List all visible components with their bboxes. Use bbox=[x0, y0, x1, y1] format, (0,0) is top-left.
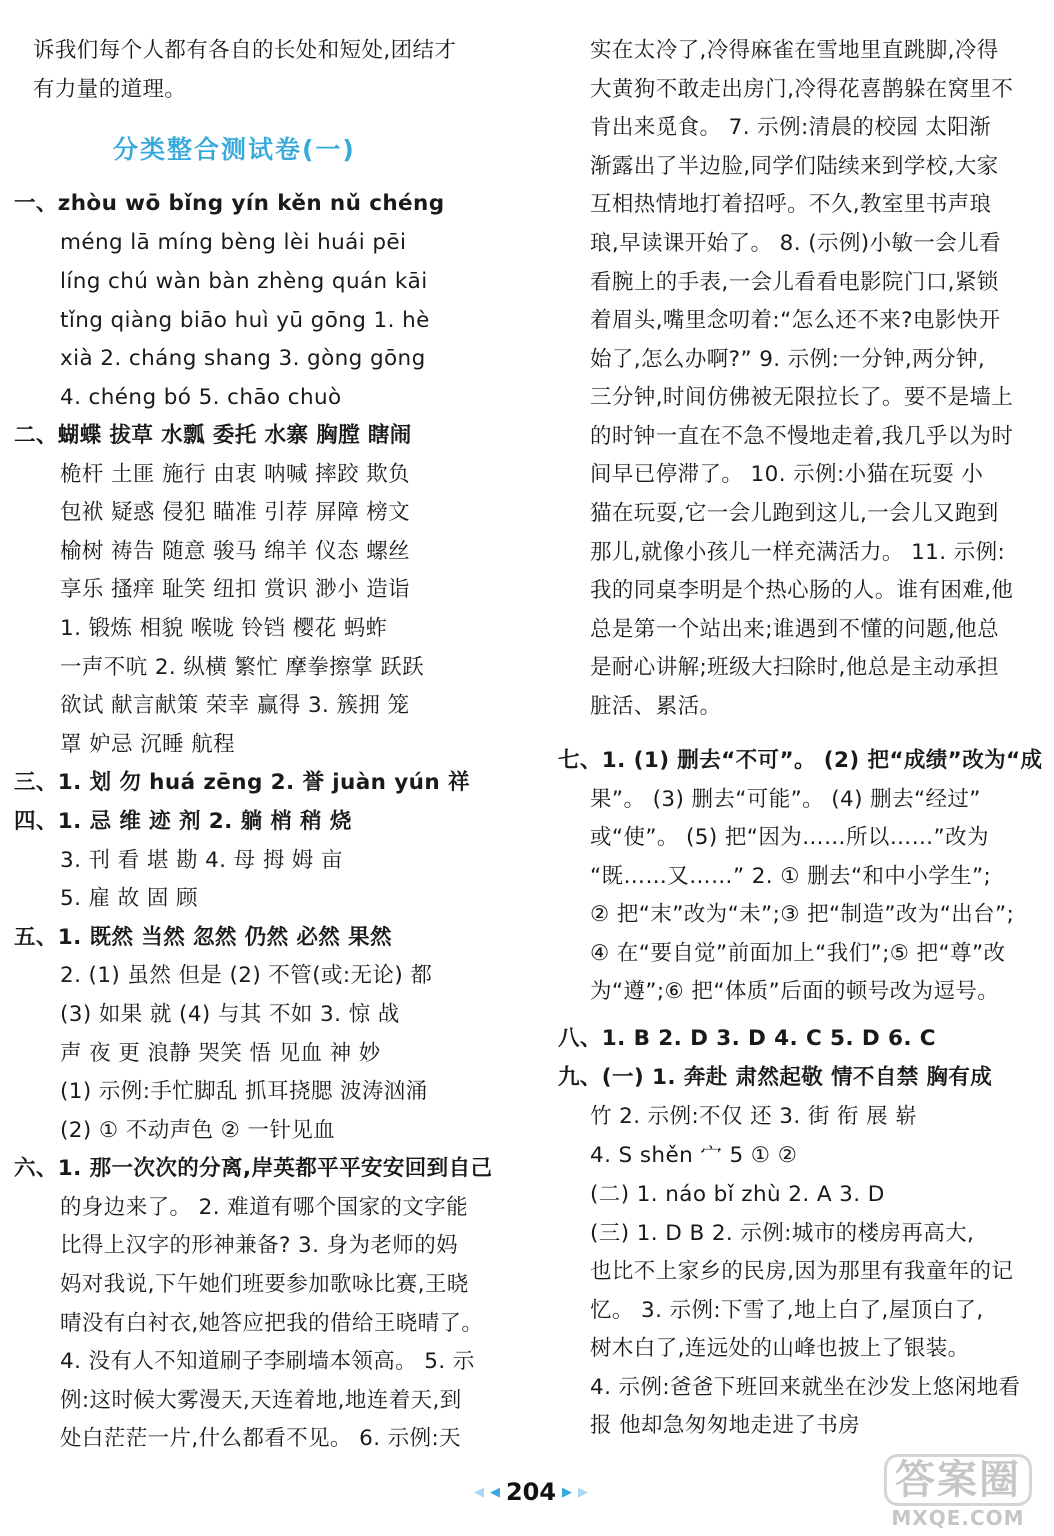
text-line: 互相热情地打着招呼。不久,教室里书声琅 bbox=[590, 192, 992, 217]
text-line: 4. S shěn 宀 5 ① ② bbox=[590, 1143, 798, 1168]
text-line: 琅,早读课开始了。 8. (示例)小敏一会儿看 bbox=[590, 231, 1001, 256]
text-line: 的身边来了。 2. 难道有哪个国家的文字能 bbox=[60, 1195, 469, 1220]
text-line: 三分钟,时间仿佛被无限拉长了。要不是墙上 bbox=[590, 385, 1014, 410]
text-line: “既……又……” 2. ① 删去“和中小学生”; bbox=[590, 864, 992, 889]
text-line: méng lā míng bèng lèi huái pēi bbox=[60, 230, 407, 255]
text-line: 5. 雇 故 固 顾 bbox=[60, 886, 198, 911]
text-line: 我的同桌李明是个热心肠的人。谁有困难,他 bbox=[590, 578, 1014, 603]
text-line: 有力量的道理。 bbox=[33, 77, 187, 102]
text-line: 竹 2. 示例:不仅 还 3. 街 衔 展 崭 bbox=[590, 1104, 918, 1129]
text-line: 是耐心讲解;班级大扫除时,他总是主动承担 bbox=[590, 655, 1000, 680]
text-line: 享乐 搔痒 耻笑 纽扣 赏识 渺小 造诣 bbox=[60, 577, 411, 602]
section-three-line: 三、1. 划 勿 huá zēng 2. 誉 juàn yún 祥 bbox=[14, 770, 470, 795]
text-line: 一声不吭 2. 纵横 繁忙 摩拳擦掌 跃跃 bbox=[60, 655, 425, 680]
arrow-right-icon: ▶ bbox=[562, 1484, 573, 1500]
text-line: 妈对我说,下午她们班要参加歌咏比赛,王晓 bbox=[60, 1272, 469, 1297]
text-line: 渐露出了半边脸,同学们陆续来到学校,大家 bbox=[590, 154, 999, 179]
text-line: 处白茫茫一片,什么都看不见。 6. 示例:天 bbox=[60, 1426, 462, 1451]
section-five-line: 五、1. 既然 当然 忽然 仍然 必然 果然 bbox=[14, 925, 392, 950]
text-line: 榆树 祷告 随意 骏马 绵羊 仪态 螺丝 bbox=[60, 539, 411, 564]
text-line: 那儿,就像小孩儿一样充满活力。 11. 示例: bbox=[590, 540, 1006, 565]
text-line: 着眉头,嘴里念叨着:“怎么还不来?电影快开 bbox=[590, 308, 1001, 333]
text-line: (三) 1. D B 2. 示例:城市的楼房再高大, bbox=[590, 1221, 975, 1246]
text-line: 1. 锻炼 相貌 喉咙 铃铛 樱花 蚂蚱 bbox=[60, 616, 388, 641]
watermark-logo bbox=[868, 1452, 1048, 1532]
text-line: 实在太冷了,冷得麻雀在雪地里直跳脚,冷得 bbox=[590, 38, 999, 63]
text-line: 罩 妒忌 沉睡 航程 bbox=[60, 732, 236, 757]
arrow-left-icon: ◀ bbox=[473, 1484, 484, 1500]
text-line: 4. chéng bó 5. chāo chuò bbox=[60, 385, 342, 410]
text-line: tǐng qiàng biāo huì yū gōng 1. hè bbox=[60, 308, 430, 333]
arrow-right-icon: ▶ bbox=[578, 1484, 589, 1500]
text-line: 欲试 献言献策 荣幸 赢得 3. 簇拥 笼 bbox=[60, 693, 410, 718]
watermark-mark: 答案圈 bbox=[884, 1454, 1032, 1506]
section-one-line: 一、zhòu wō bǐng yín kěn nǔ chéng bbox=[14, 191, 445, 216]
text-line: (2) ① 不动声色 ② 一针见血 bbox=[60, 1118, 336, 1143]
text-line: 也比不上家乡的民房,因为那里有我童年的记 bbox=[590, 1259, 1014, 1284]
page-number-footer bbox=[466, 1475, 596, 1509]
text-line: 3. 刊 看 堪 勘 4. 母 拇 姆 亩 bbox=[60, 848, 343, 873]
text-line: 果”。 (3) 删去“可能”。 (4) 删去“经过” bbox=[590, 787, 981, 812]
text-line: 间早已停滞了。 10. 示例:小猫在玩耍 小 bbox=[590, 462, 984, 487]
text-line: 总是第一个站出来;谁遇到不懂的问题,他总 bbox=[590, 617, 1000, 642]
text-line: 声 夜 更 浪静 哭笑 悟 见血 神 妙 bbox=[60, 1041, 381, 1066]
text-line: 比得上汉字的形神兼备? 3. 身为老师的妈 bbox=[60, 1233, 458, 1258]
text-line: 诉我们每个人都有各自的长处和短处,团结才 bbox=[33, 38, 457, 63]
section-title: 分类整合测试卷(一) bbox=[113, 135, 356, 164]
section-two-line: 二、蝴蝶 拔草 水瓢 委托 水寨 胸膛 瞎闹 bbox=[14, 423, 412, 448]
text-line: 大黄狗不敢走出房门,冷得花喜鹊躲在窝里不 bbox=[590, 77, 1014, 102]
page-number: 204 bbox=[505, 1478, 557, 1506]
text-line: 脏活、累活。 bbox=[590, 694, 722, 719]
text-line: ② 把“末”改为“未”;③ 把“制造”改为“出台”; bbox=[590, 902, 1015, 927]
text-line: 的时钟一直在不急不慢地走着,我几乎以为时 bbox=[590, 424, 1014, 449]
section-six-line: 六、1. 那一次次的分离,岸英都平平安安回到自己 bbox=[14, 1156, 493, 1181]
text-line: 4. 示例:爸爸下班回来就坐在沙发上悠闲地看 bbox=[590, 1375, 1021, 1400]
text-line: 为“遵”;⑥ 把“体质”后面的顿号改为逗号。 bbox=[590, 979, 1000, 1004]
text-line: 例:这时候大雾漫天,天连着地,地连着天,到 bbox=[60, 1388, 462, 1413]
section-four-line: 四、1. 忌 维 迹 剂 2. 躺 梢 稍 烧 bbox=[14, 809, 352, 834]
text-line: 看腕上的手表,一会儿看看电影院门口,紧锁 bbox=[590, 270, 999, 295]
text-line: 报 他却急匆匆地走进了书房 bbox=[590, 1413, 861, 1438]
text-line: 4. 没有人不知道刷子李刷墙本领高。 5. 示 bbox=[60, 1349, 475, 1374]
text-line: 肯出来觅食。 7. 示例:清晨的校园 太阳渐 bbox=[590, 115, 992, 140]
section-seven-line: 七、1. (1) 删去“不可”。 (2) 把“成绩”改为“成 bbox=[558, 748, 1043, 773]
text-line: (二) 1. náo bǐ zhù 2. A 3. D bbox=[590, 1182, 885, 1207]
text-line: 晴没有白衬衣,她答应把我的借给王晓晴了。 bbox=[60, 1311, 484, 1336]
text-line: (1) 示例:手忙脚乱 抓耳挠腮 波涛汹涌 bbox=[60, 1079, 428, 1104]
text-line: xià 2. cháng shang 3. gòng gōng bbox=[60, 346, 426, 371]
text-line: 或“使”。 (5) 把“因为……所以……”改为 bbox=[590, 825, 989, 850]
text-line: ④ 在“要自觉”前面加上“我们”;⑤ 把“尊”改 bbox=[590, 941, 1006, 966]
watermark-url: MXQE.COM bbox=[891, 1506, 1025, 1530]
text-line: 2. (1) 虽然 但是 (2) 不管(或:无论) 都 bbox=[60, 963, 433, 988]
text-line: 始了,怎么办啊?” 9. 示例:一分钟,两分钟, bbox=[590, 347, 986, 372]
text-line: 树木白了,连远处的山峰也披上了银装。 bbox=[590, 1336, 970, 1361]
text-line: 忆。 3. 示例:下雪了,地上白了,屋顶白了, bbox=[590, 1298, 984, 1323]
section-nine-line: 九、(一) 1. 奔赴 肃然起敬 情不自禁 胸有成 bbox=[558, 1065, 993, 1090]
text-line: 猫在玩耍,它一会儿跑到这儿,一会儿又跑到 bbox=[590, 501, 999, 526]
text-line: (3) 如果 就 (4) 与其 不如 3. 惊 战 bbox=[60, 1002, 400, 1027]
section-eight-line: 八、1. B 2. D 3. D 4. C 5. D 6. C bbox=[558, 1026, 936, 1051]
text-line: 桅杆 土匪 施行 由衷 呐喊 摔跤 欺负 bbox=[60, 462, 411, 487]
text-line: 包袱 疑惑 侵犯 瞄准 引荐 屏障 榜文 bbox=[60, 500, 411, 525]
arrow-left-icon: ◀ bbox=[489, 1484, 500, 1500]
text-line: líng chú wàn bàn zhèng quán kāi bbox=[60, 269, 428, 294]
